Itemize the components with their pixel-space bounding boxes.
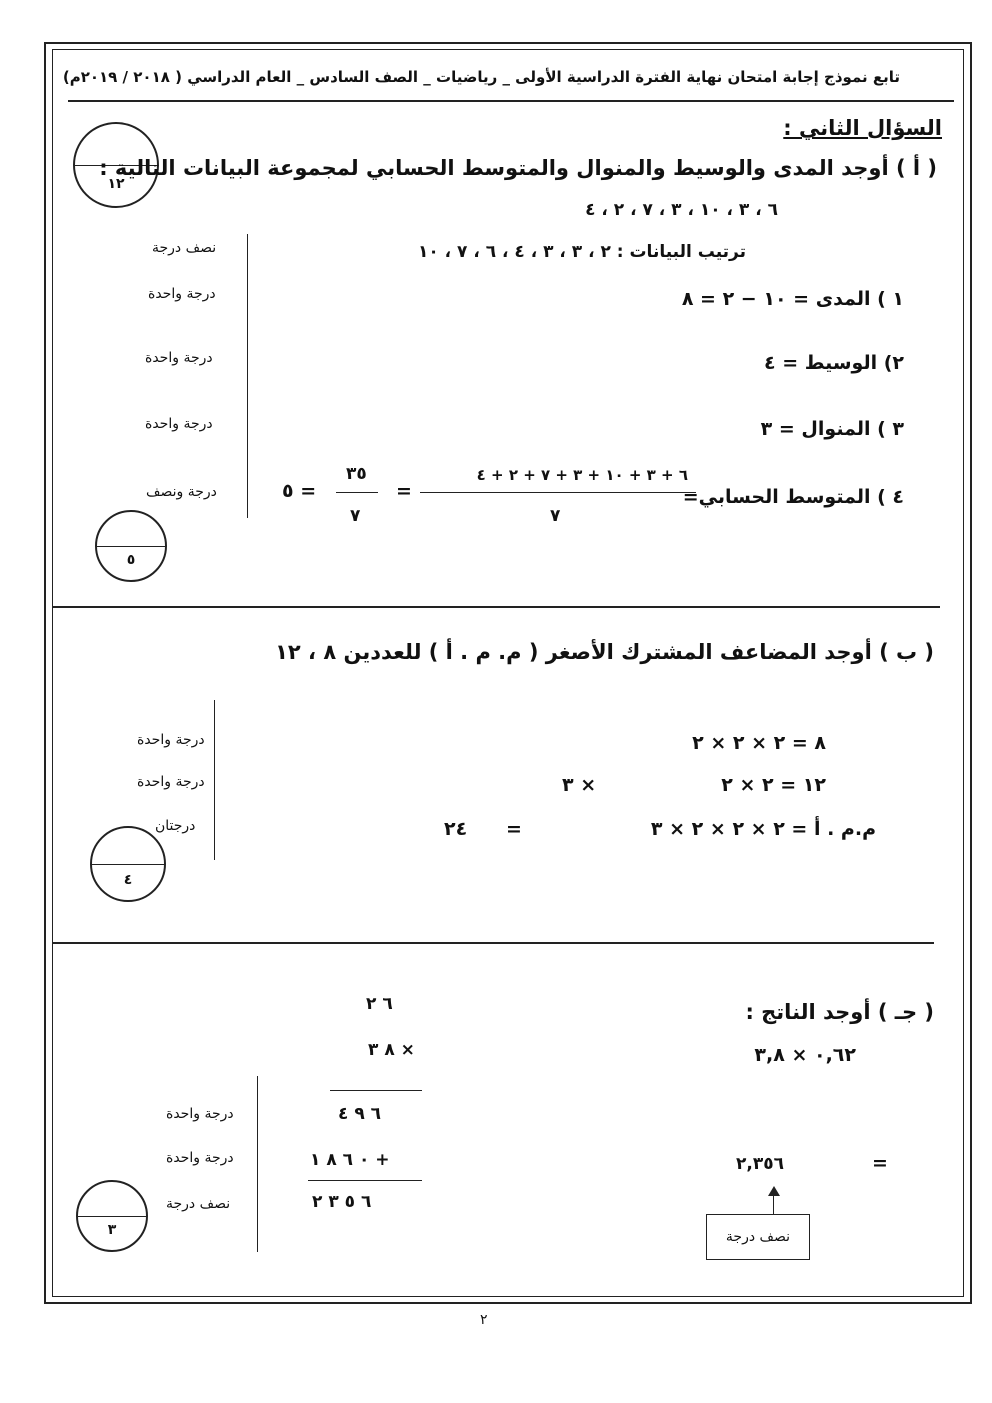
- answer-arrow-shaft: [773, 1194, 774, 1214]
- part-a-score-circle: [95, 510, 167, 582]
- mean-result-numerator: ٣٥: [346, 464, 367, 484]
- mean-fraction-bar: [420, 492, 696, 493]
- mult-bar-2: [308, 1180, 422, 1181]
- lcm-line-2b: × ٣: [562, 774, 597, 796]
- lcm-line-3: م.م . أ = ٢ × ٢ × ٢ × ٣: [650, 818, 876, 840]
- part-c-mark-3: نصف درجة: [166, 1196, 231, 1212]
- part-b-mark-2: درجة واحدة: [137, 774, 205, 790]
- part-c-score: ٣: [107, 1222, 117, 1238]
- part-c-problem: ٠,٦٢ × ٣,٨: [754, 1044, 856, 1066]
- question-title: السؤال الثاني :: [783, 116, 942, 140]
- page-number: ٢: [480, 1312, 488, 1328]
- part-c-prompt: ( جـ ) أوجد الناتج :: [745, 1000, 934, 1024]
- answer-arrow-head: [768, 1186, 780, 1196]
- range-line: ١ ) المدى = ١٠ − ٢ = ٨: [681, 288, 904, 310]
- lcm-line-3-eq: =: [506, 818, 522, 840]
- mean-denominator: ٧: [550, 506, 561, 526]
- answer-mark-box: نصف درجة: [706, 1214, 810, 1260]
- part-a-mark-2: درجة واحدة: [148, 286, 216, 302]
- part-b-score: ٤: [123, 872, 133, 888]
- lcm-result: ٢٤: [444, 818, 468, 840]
- header-title: تابع نموذج إجابة امتحان نهاية الفترة الدراسية الأولى _ رياضيات _ الصف السادس _ العام الدراسي ( ٢٠١٨ / ٢٠١٩م): [62, 68, 900, 86]
- part-c-mark-2: درجة واحدة: [166, 1150, 234, 1166]
- mult-top: ٦ ٢: [366, 994, 393, 1014]
- part-c-mark-divider: [257, 1076, 258, 1252]
- answer-value: ٢,٣٥٦: [736, 1154, 784, 1174]
- mode-line: ٣ ) المنوال = ٣: [760, 418, 904, 440]
- part-b-score-circle: [90, 826, 166, 902]
- header-divider: [68, 100, 954, 102]
- mean-final: = ٥: [282, 480, 317, 502]
- part-c-mark-1: درجة واحدة: [166, 1106, 234, 1122]
- part-a-mark-4: درجة واحدة: [145, 416, 213, 432]
- lcm-line-2a: ١٢ = ٢ × ٢: [721, 774, 826, 796]
- part-a-mark-5: درجة ونصف: [146, 484, 217, 500]
- mean-numerator: ٦ + ٣ + ١٠ + ٣ + ٧ + ٢ + ٤: [476, 466, 688, 484]
- part-a-mark-divider: [247, 234, 248, 518]
- mean-label: ٤ ) المتوسط الحسابي=: [682, 486, 904, 508]
- total-score: ١٢: [107, 176, 125, 192]
- part-a-prompt: ( أ ) أوجد المدى والوسيط والمنوال والمتوسط الحسابي لمجموعة البيانات التالية :: [99, 156, 937, 180]
- partial-product-2: + ٠ ٦ ٨ ١: [310, 1150, 390, 1170]
- partial-product-1: ٦ ٩ ٤: [338, 1104, 382, 1124]
- final-product: ٦ ٥ ٣ ٢: [312, 1192, 372, 1212]
- answer-equals: =: [872, 1152, 888, 1174]
- mult-bar-1: [330, 1090, 422, 1091]
- part-b-mark-1: درجة واحدة: [137, 732, 205, 748]
- part-b-mark-3: درجتان: [155, 818, 196, 834]
- lcm-line-1: ٨ = ٢ × ٢ × ٢: [692, 732, 826, 754]
- part-c-score-circle: [76, 1180, 148, 1252]
- mean-result-denominator: ٧: [350, 506, 361, 526]
- part-a-score: ٥: [126, 552, 136, 568]
- mean-result-bar: [336, 492, 378, 493]
- median-line: ٢) الوسيط = ٤: [763, 352, 904, 374]
- ordered-data: ترتيب البيانات : ٢ ، ٣ ، ٣ ، ٤ ، ٦ ، ٧ ، ١٠: [417, 242, 746, 262]
- mean-equals: =: [396, 480, 412, 502]
- section-divider-2: [52, 942, 934, 944]
- part-b-prompt: ( ب ) أوجد المضاعف المشترك الأصغر ( م. م . أ ) للعددين ٨ ، ١٢: [275, 640, 934, 664]
- part-b-mark-divider: [214, 700, 215, 860]
- mult-second: × ٨ ٣: [368, 1040, 415, 1060]
- part-a-data: ٦ ، ٣ ، ١٠ ، ٣ ، ٧ ، ٢ ، ٤: [585, 200, 778, 220]
- section-divider-1: [52, 606, 940, 608]
- part-a-mark-3: درجة واحدة: [145, 350, 213, 366]
- part-a-mark-1: نصف درجة: [152, 240, 217, 256]
